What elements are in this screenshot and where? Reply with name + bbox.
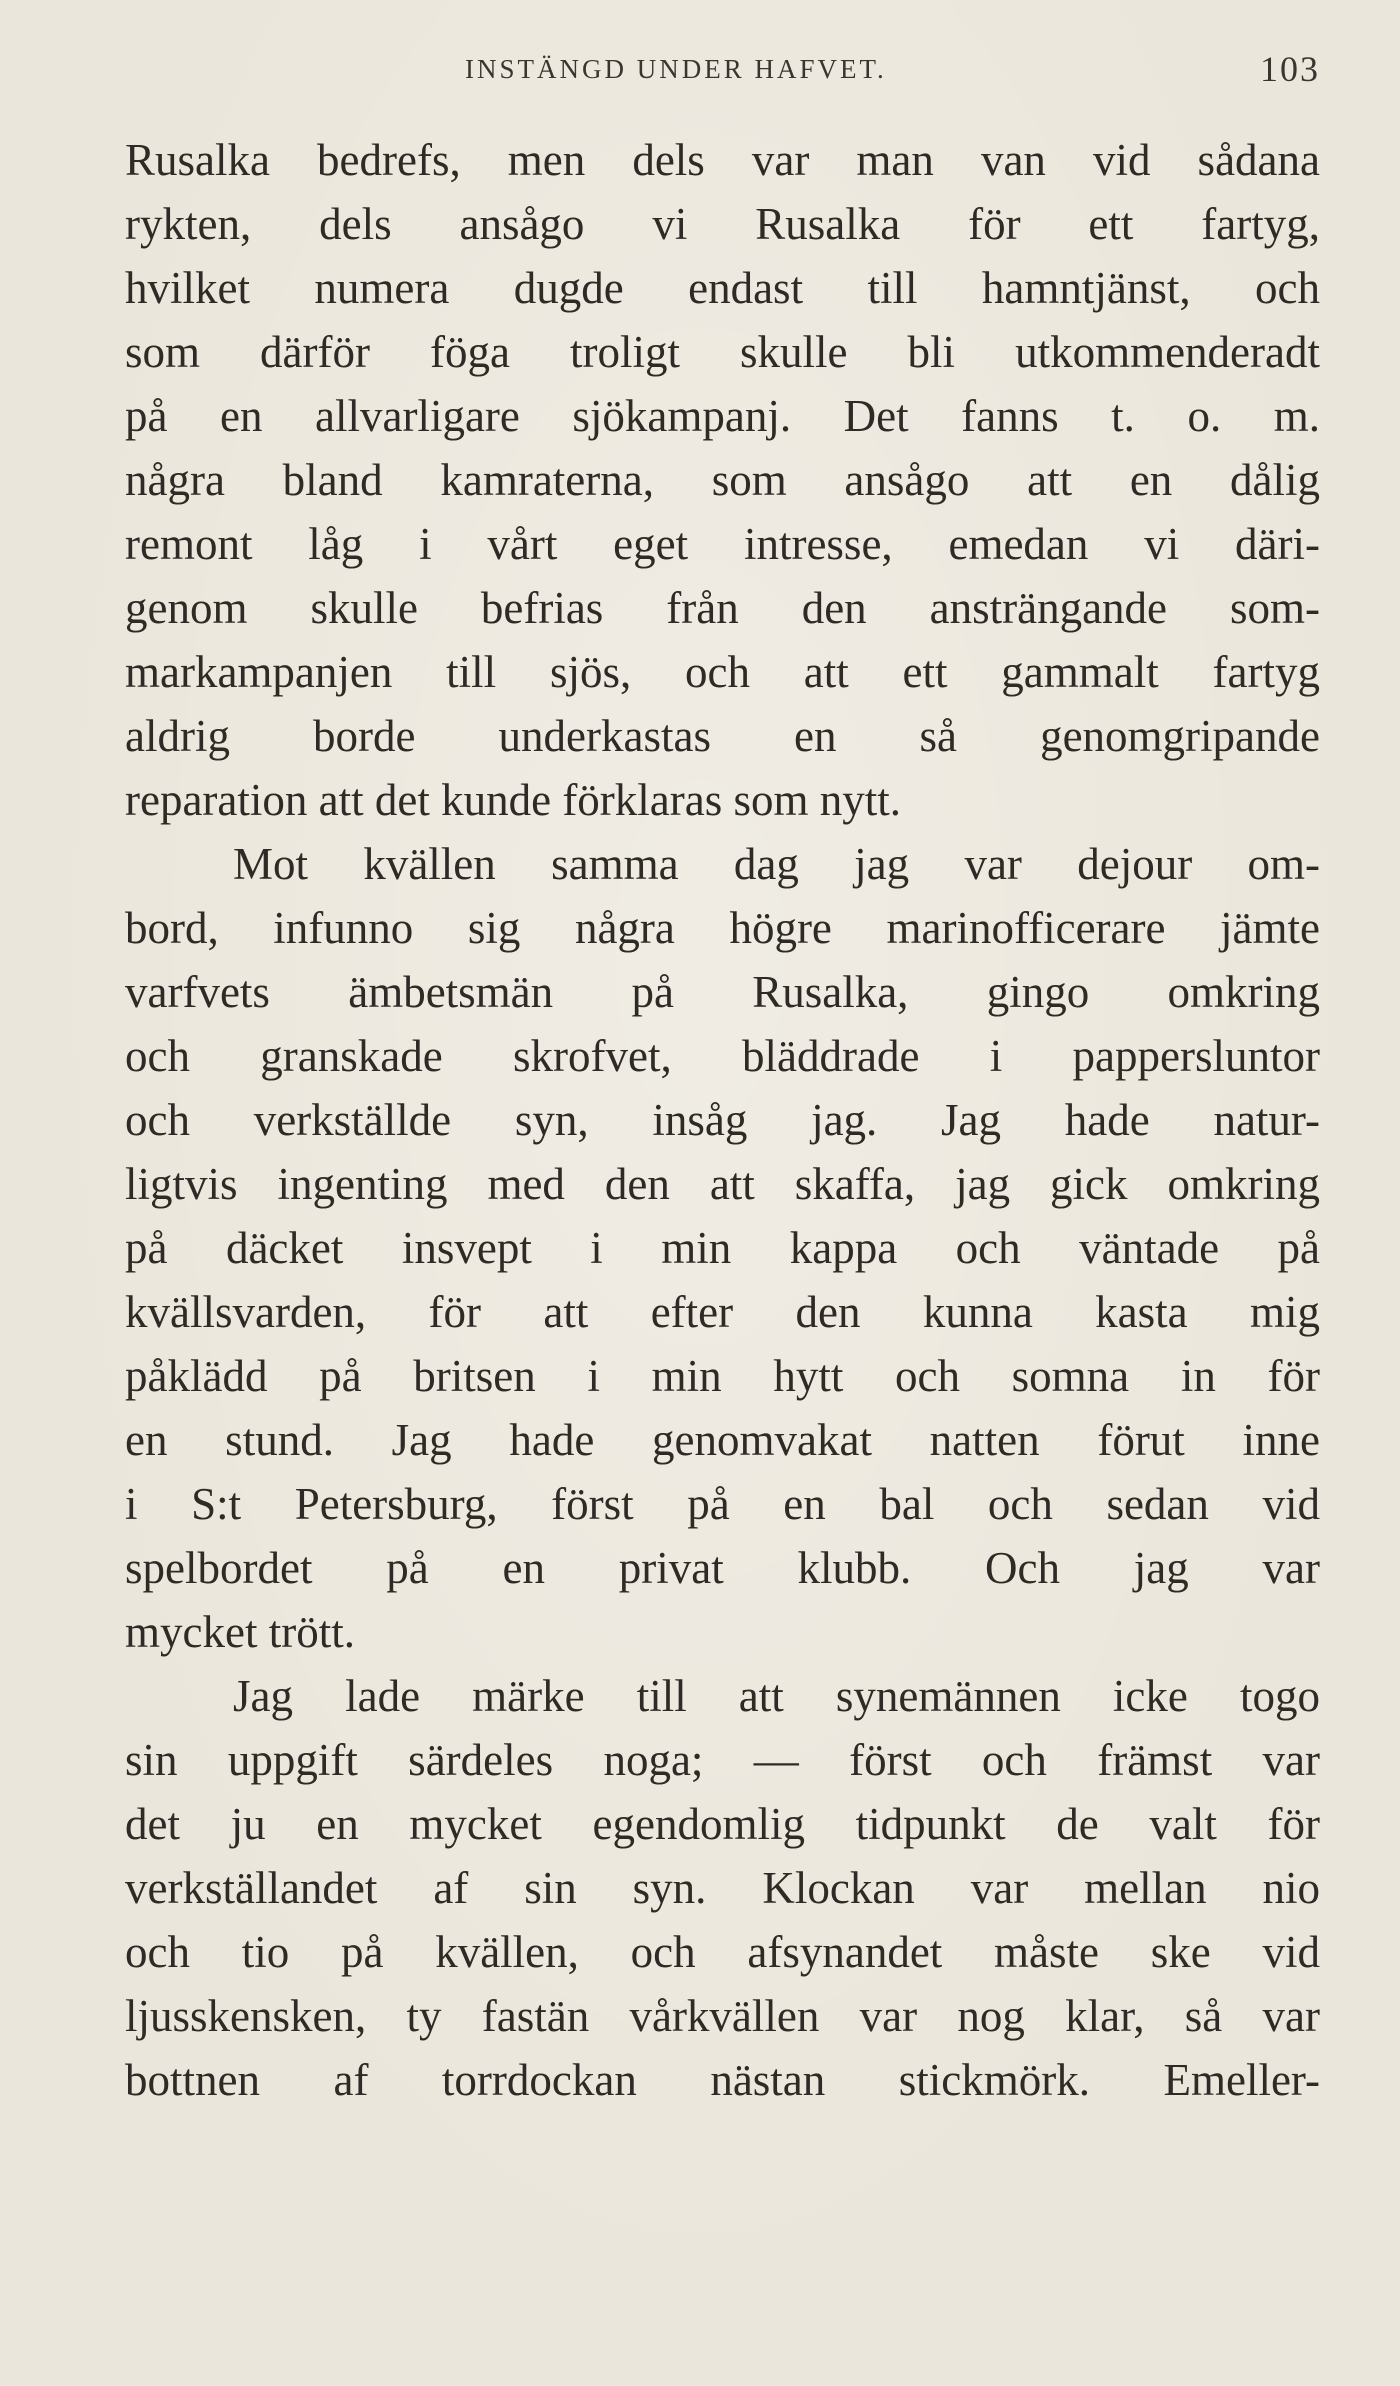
text-line: i S:t Petersburg, först på en bal och sedan vid	[125, 1479, 1320, 1529]
paragraph-start-line: Jag lade märke till att synemännen icke togo	[233, 1671, 1320, 1721]
text-line: rykten, dels ansågo vi Rusalka för ett fartyg,	[125, 199, 1320, 249]
text-line: ljusskensken, ty fastän vårkvällen var nog klar, så var	[125, 1991, 1320, 2041]
text-line: kvällsvarden, för att efter den kunna kasta mig	[125, 1287, 1320, 1337]
text-line: varfvets ämbetsmän på Rusalka, gingo omkring	[125, 967, 1320, 1017]
text-line: påklädd på britsen i min hytt och somna in för	[125, 1351, 1320, 1401]
running-head	[125, 44, 1320, 94]
text-line: och granskade skrofvet, bläddrade i pappersluntor	[125, 1031, 1320, 1081]
text-line: reparation att det kunde förklaras som nytt.	[125, 775, 902, 825]
text-line: några bland kamraterna, som ansågo att en dålig	[125, 455, 1320, 505]
page-number: 103	[1260, 49, 1320, 89]
text-line: en stund. Jag hade genomvakat natten förut inne	[125, 1415, 1320, 1465]
text-line: och tio på kvällen, och afsynandet måste ske vid	[125, 1927, 1320, 1977]
text-line: aldrig borde underkastas en så genomgripande	[125, 711, 1320, 761]
text-line: bottnen af torrdockan nästan stickmörk. Emeller-	[125, 2055, 1320, 2105]
text-line: det ju en mycket egendomlig tidpunkt de valt för	[125, 1799, 1320, 1849]
text-line: som därför föga troligt skulle bli utkommenderadt	[125, 327, 1320, 377]
text-line: markampanjen till sjös, och att ett gammalt fartyg	[125, 647, 1320, 697]
paragraph-start-line: Mot kvällen samma dag jag var dejour om-	[233, 839, 1320, 889]
text-line: hvilket numera dugde endast till hamntjänst, och	[125, 263, 1320, 313]
text-line: ligtvis ingenting med den att skaffa, jag gick omkring	[125, 1159, 1320, 1209]
text-line: Rusalka bedrefs, men dels var man van vid sådana	[125, 135, 1320, 185]
text-line: spelbordet på en privat klubb. Och jag var	[125, 1543, 1320, 1593]
text-line: bord, infunno sig några högre marinofficerare jämte	[125, 903, 1320, 953]
text-line: på däcket insvept i min kappa och väntade på	[125, 1223, 1320, 1273]
running-title: INSTÄNGD UNDER HAFVET.	[465, 54, 887, 84]
text-line: mycket trött.	[125, 1607, 355, 1657]
text-line: verkställandet af sin syn. Klockan var mellan nio	[125, 1863, 1320, 1913]
text-line: och verkställde syn, insåg jag. Jag hade natur-	[125, 1095, 1320, 1145]
body-text	[125, 128, 1320, 2112]
text-line: på en allvarligare sjökampanj. Det fanns t. o. m.	[125, 391, 1320, 441]
text-line: remont låg i vårt eget intresse, emedan vi däri-	[125, 519, 1320, 569]
text-line: genom skulle befrias från den ansträngande som-	[125, 583, 1320, 633]
text-line: sin uppgift särdeles noga; — först och främst var	[125, 1735, 1320, 1785]
